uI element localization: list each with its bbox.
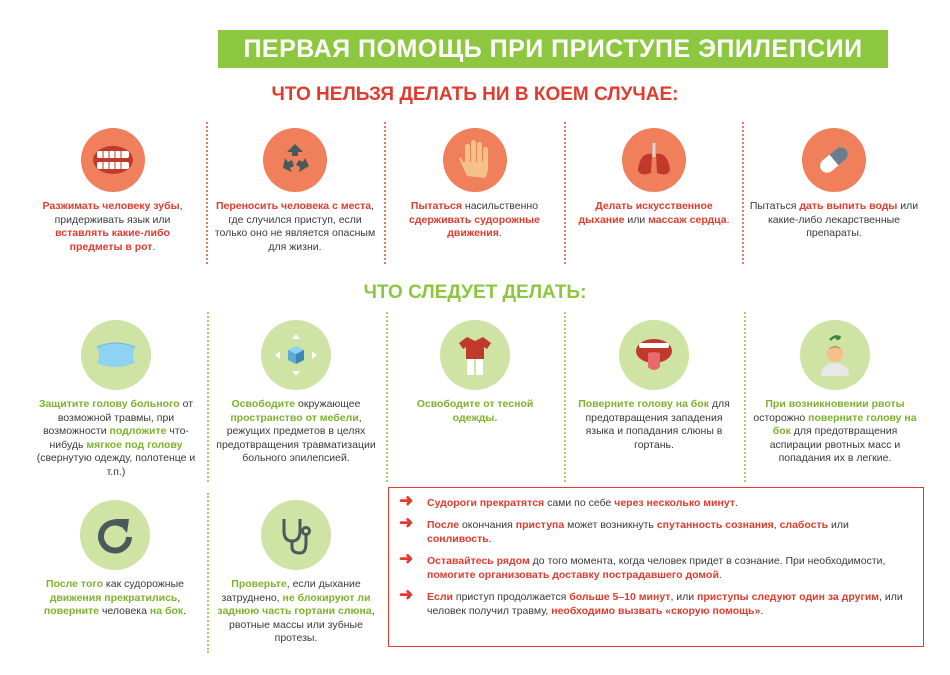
lungs-icon <box>622 128 686 192</box>
note-3-text <box>427 554 913 582</box>
text-run: поверните голову на бок <box>772 411 917 437</box>
note-3 <box>399 549 913 582</box>
text-run: подложите <box>109 425 167 437</box>
dont-item-5 <box>748 128 920 241</box>
do-item-1 <box>30 320 202 479</box>
divider <box>564 312 566 482</box>
text-run: для предотвращения западения языка и попадания слюны в гортань. <box>585 398 730 451</box>
do-item-7 <box>214 500 378 646</box>
text-run: , <box>177 591 181 604</box>
text-run: может возникнуть <box>564 519 657 531</box>
text-run: приступа <box>515 519 565 531</box>
note-4-text <box>427 590 913 618</box>
text-run: окончания <box>459 519 516 531</box>
text-run: Освободите от тесной одежды. <box>416 398 534 424</box>
dont-item-2 <box>214 128 376 254</box>
title-banner <box>218 30 888 68</box>
text-run: для предотвращения аспирации рвотных масс и попадания их в легкие. <box>769 425 901 464</box>
pillow-icon <box>81 320 151 390</box>
text-run: . <box>488 533 492 545</box>
text-run: Пытаться <box>410 200 462 212</box>
note-4 <box>399 585 913 618</box>
text-run: Проверьте <box>231 578 287 590</box>
divider <box>744 312 746 482</box>
text-run: дать выпить воды <box>799 200 898 212</box>
do-item-7-text <box>214 578 378 646</box>
dont-heading: ЧТО НЕЛЬЗЯ ДЕЛАТЬ НИ В КОЕМ СЛУЧАЕ: <box>271 84 679 105</box>
rotate-arrow-icon <box>80 500 150 570</box>
note-2 <box>399 513 913 546</box>
text-run: . <box>734 497 738 509</box>
tongue-icon <box>619 320 689 390</box>
text-run: Защитите голову больного <box>38 398 180 410</box>
text-run: пространство от мебели <box>230 411 359 424</box>
text-run: человека <box>99 605 150 617</box>
text-run: . <box>726 213 730 226</box>
text-run: больше 5–10 минут <box>569 591 671 603</box>
dont-item-5-text <box>748 200 920 241</box>
text-run: . <box>183 605 187 617</box>
divider <box>206 122 208 264</box>
text-run: на бок <box>149 605 184 617</box>
do-heading: ЧТО СЛЕДУЕТ ДЕЛАТЬ: <box>363 282 587 303</box>
text-run: как судорожные <box>103 578 184 590</box>
text-run: , режущих предметов в целях предотвращения травматизации больного эпилепсией. <box>216 411 376 464</box>
arrow-right-icon: ➜ <box>399 585 414 604</box>
do-item-5-text <box>750 398 920 466</box>
do-item-2-text <box>214 398 378 466</box>
text-run: осторожно <box>753 411 809 424</box>
text-run: , придерживать язык или <box>54 200 183 226</box>
text-run: помогите организовать доставку пострадавшего домой <box>427 569 719 581</box>
person-turn-icon <box>800 320 870 390</box>
text-run: Поверните голову на бок <box>578 398 709 410</box>
text-run: Разжимать человеку зубы <box>42 200 180 212</box>
dont-item-3 <box>392 128 557 241</box>
do-item-1-text <box>30 398 202 479</box>
text-run: Освободите <box>231 398 296 410</box>
text-run: Если <box>427 591 453 603</box>
note-1 <box>399 491 913 510</box>
text-run: мягкое под голову <box>86 438 183 451</box>
text-run: После <box>427 519 460 531</box>
text-run: до того момента, когда человек придет в сознание. При необходимости, <box>529 555 886 567</box>
note-1-text <box>427 496 913 510</box>
text-run: Пытаться <box>749 200 800 212</box>
pill-icon <box>802 128 866 192</box>
hand-icon <box>443 128 507 192</box>
arrow-right-icon: ➜ <box>399 513 414 532</box>
text-run: насильственно <box>461 200 539 212</box>
stethoscope-icon <box>261 500 331 570</box>
text-run: массаж сердца <box>648 213 727 226</box>
text-run: При возникновении рвоты <box>765 398 905 410</box>
text-run: , или человек получил травму, <box>427 591 903 617</box>
text-run: Судороги прекратятся <box>427 497 545 509</box>
divider <box>564 122 566 264</box>
notes-box <box>388 487 924 647</box>
page-title: ПЕРВАЯ ПОМОЩЬ ПРИ ПРИСТУПЕ ЭПИЛЕПСИИ <box>243 34 863 63</box>
text-run: или <box>624 213 649 226</box>
dont-item-4-text <box>573 200 735 227</box>
text-run: . <box>760 605 764 617</box>
text-run: сдерживать судорожные движения <box>409 213 540 239</box>
recycle-arrows-icon <box>263 128 327 192</box>
divider <box>742 122 744 264</box>
divider <box>207 312 209 482</box>
text-run: приступы следуют один за другим <box>697 591 880 603</box>
text-run: Делать искусственное дыхание <box>578 200 713 226</box>
text-run: от возможной травмы, при возможности <box>43 398 194 437</box>
text-run: Оставайтесь рядом <box>427 555 530 567</box>
text-run: необходимо вызвать «скорую помощь» <box>551 605 761 617</box>
text-run: После того <box>45 578 104 590</box>
do-item-4-text <box>572 398 736 452</box>
text-run: окружающее <box>295 398 361 410</box>
cube-arrows-icon <box>261 320 331 390</box>
dont-item-4 <box>573 128 735 227</box>
text-run: . <box>498 227 502 239</box>
text-run: , рвотные массы или зубные протезы. <box>229 605 375 644</box>
do-item-6 <box>30 500 200 619</box>
text-run: не блокируют ли заднюю часть гортани слюна <box>217 591 372 617</box>
do-item-3-text <box>394 398 556 425</box>
text-run: или какие-либо лекарственные препараты. <box>767 200 919 239</box>
text-run: Переносить человека с места <box>215 200 372 212</box>
do-item-2 <box>214 320 378 466</box>
arrow-right-icon: ➜ <box>399 491 414 510</box>
arrow-right-icon: ➜ <box>399 549 414 568</box>
text-run: сонливость <box>427 533 489 545</box>
teeth-icon <box>81 128 145 192</box>
divider <box>207 493 209 653</box>
note-2-text <box>427 518 913 546</box>
text-run: или <box>828 519 849 531</box>
text-run: через несколько минут <box>614 497 735 509</box>
text-run: (свернутую одежду, полотенце и т.п.) <box>36 452 196 478</box>
dont-item-1-text <box>30 200 195 254</box>
dont-item-1 <box>30 128 195 254</box>
dont-item-3-text <box>392 200 557 241</box>
text-run: приступ продолжается <box>452 591 570 603</box>
do-item-4 <box>572 320 736 452</box>
divider <box>386 312 388 482</box>
text-run: слабость <box>779 519 829 531</box>
shirt-icon <box>440 320 510 390</box>
text-run: , если дыхание затруднено, <box>221 578 361 604</box>
divider <box>384 122 386 264</box>
text-run: сами по себе <box>544 497 615 509</box>
text-run: движения прекратились <box>49 591 178 604</box>
text-run: спутанность сознания <box>656 519 774 531</box>
do-item-6-text <box>30 578 200 619</box>
text-run: поверните <box>43 605 100 617</box>
text-run: . <box>152 240 156 253</box>
do-item-5 <box>750 320 920 466</box>
text-run: , где случился приступ, если только оно не является опасным для жизни. <box>214 200 376 253</box>
text-run: что-нибудь <box>49 425 189 451</box>
text-run: вставлять какие-либо предметы в рот <box>55 227 170 253</box>
text-run: . <box>718 569 722 581</box>
do-item-3 <box>394 320 556 425</box>
text-run: , <box>773 519 780 531</box>
dont-item-2-text <box>214 200 376 254</box>
text-run: , или <box>670 591 698 603</box>
